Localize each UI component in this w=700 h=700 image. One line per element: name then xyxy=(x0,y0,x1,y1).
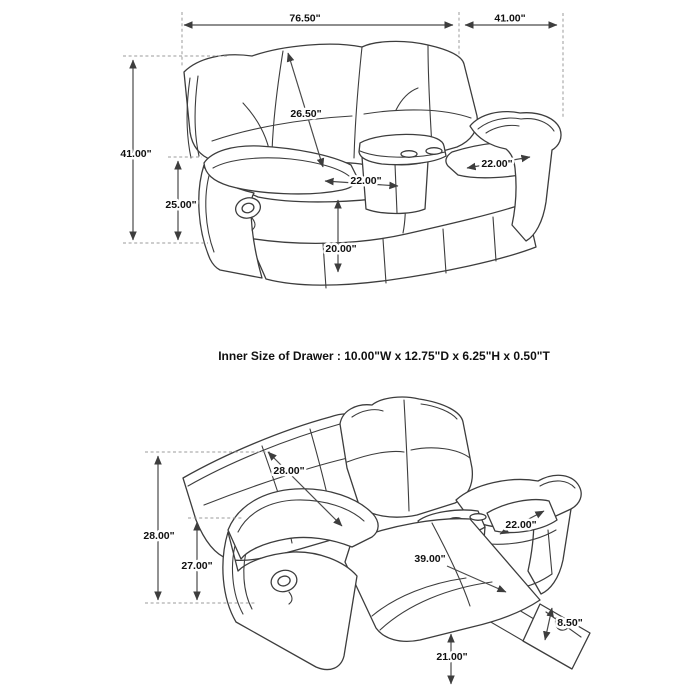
center-console xyxy=(359,134,446,213)
dim-footrest-pad: 8.50" xyxy=(557,617,583,629)
drawer-note: Inner Size of Drawer : 10.00"W x 12.75"D x 6.25"H x 0.50"T xyxy=(218,349,550,363)
base-skirt xyxy=(248,203,536,288)
dim-reclined-seat-width: 22.00" xyxy=(505,519,537,531)
dim-right-seat-width: 22.00" xyxy=(481,158,513,170)
footrest-pad xyxy=(523,604,590,669)
right-seat-back xyxy=(340,397,472,517)
dim-arm-height: 25.00" xyxy=(165,199,197,211)
dim-overall-width: 76.50" xyxy=(289,12,321,25)
dim-overall-height: 41.00" xyxy=(120,148,152,160)
dim-back-height: 26.50" xyxy=(290,108,322,120)
dim-extension-length: 39.00" xyxy=(414,553,446,565)
reclined-left-arm xyxy=(223,489,378,670)
extended-footrest-ottoman xyxy=(345,519,540,642)
dim-seat-front-height: 20.00" xyxy=(325,243,357,255)
dim-reclined-arm-height: 27.00" xyxy=(181,560,213,572)
dim-back-length: 28.00" xyxy=(273,465,305,477)
dim-depth: 41.00" xyxy=(494,12,526,25)
dim-left-seat-width: 22.00" xyxy=(350,175,382,187)
dim-reclined-height: 28.00" xyxy=(143,530,175,542)
reclined-view-drawing xyxy=(183,397,590,670)
dim-footrest-clearance: 21.00" xyxy=(436,651,468,663)
